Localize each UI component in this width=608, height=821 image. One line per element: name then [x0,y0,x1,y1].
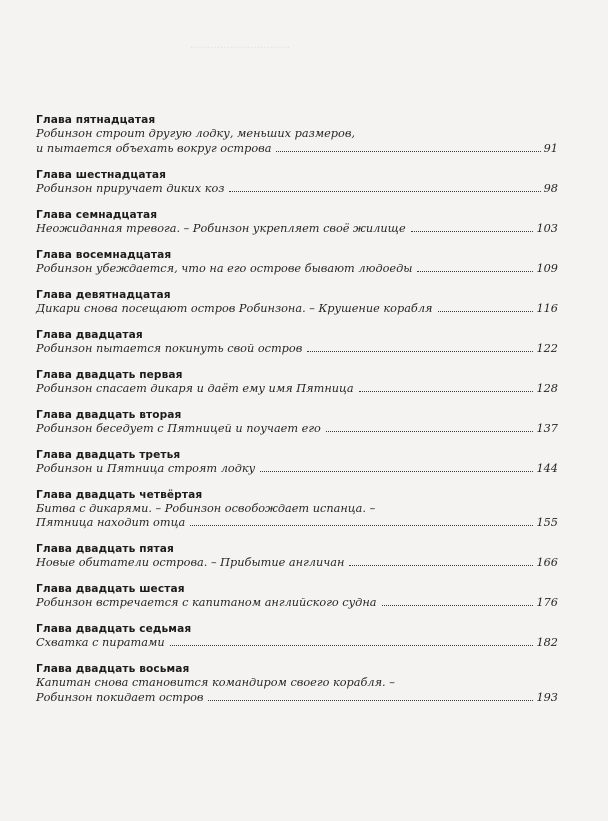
chapter-description-text: Робинзон встречается с капитаном английского судна [36,596,377,609]
chapter-description-line [36,636,558,651]
page-number: 144 [536,461,558,475]
chapter-title: Глава шестнадцатая [36,168,166,181]
page-number: 166 [536,556,558,569]
page-number: 98 [543,181,558,195]
dot-leader [307,351,533,352]
page-number: 116 [536,301,558,315]
chapter-title: Глава двадцать седьмая [36,623,192,635]
toc-entry [36,409,558,437]
chapter-description-text: Робинзон строит другую лодку, меньших размеров, [36,127,355,140]
dot-leader [417,271,533,272]
page-number: 193 [536,690,558,704]
chapter-description-text: Новые обитатели острова. – Прибытие англичан [36,556,345,569]
toc-entry [36,169,558,197]
chapter-description-text: Дикари снова посещают остров Робинзона. – Крушение корабля [36,301,433,315]
dot-leader [170,645,534,646]
chapter-description-line [36,422,558,437]
chapter-title: Глава двадцать шестая [36,583,185,595]
toc-entry [36,249,558,277]
dot-leader [208,700,533,701]
toc-entry [36,369,558,397]
dot-leader [359,391,534,392]
toc-entry [36,663,558,705]
chapter-description-line [36,676,558,691]
chapter-description-text: Робинзон спасает дикаря и даёт ему имя Пятница [36,381,354,395]
toc-entry [36,543,558,571]
toc-entry [36,329,558,357]
chapter-description-line [36,302,558,317]
chapter-description-text: Битва с дикарями. – Робинзон освобождает испанца. – [36,501,376,515]
chapter-description-text: Робинзон пытается покинуть свой остров [36,341,303,355]
chapter-description-line [36,342,558,357]
chapter-title: Глава двадцать пятая [36,543,174,555]
show-through-text: ‥‥‥‥‥‥‥‥‥‥‥‥‥‥‥ [190,40,291,51]
chapter-description-text: и пытается объехать вокруг острова [36,141,272,155]
chapter-title: Глава двадцать четвёртая [36,488,203,501]
table-of-contents [36,114,558,718]
chapter-title: Глава двадцатая [36,328,143,341]
toc-entry [36,623,558,651]
chapter-title: Глава двадцать третья [36,448,181,461]
chapter-title: Глава двадцать восьмая [36,663,190,675]
chapter-title: Глава пятнадцатая [36,114,156,126]
chapter-title: Глава двадцать первая [36,368,183,381]
chapter-description-text: Робинзон беседует с Пятницей и поучает его [36,421,321,435]
chapter-description-line [36,516,558,531]
chapter-description-text: Робинзон убеждается, что на его острове бывают людоеды [36,261,413,275]
toc-entry [36,114,558,156]
dot-leader [382,605,534,606]
chapter-title: Глава двадцать вторая [36,408,182,421]
page-number: 109 [536,261,558,275]
toc-entry [36,489,558,531]
dot-leader [349,565,533,566]
page-number: 176 [536,596,558,609]
chapter-description-line [36,142,558,157]
chapter-description-line [36,502,558,517]
page-number: 103 [536,221,558,235]
toc-entry [36,209,558,237]
chapter-title: Глава восемнадцатая [36,248,172,261]
chapter-title: Глава девятнадцатая [36,288,171,301]
toc-entry [36,289,558,317]
chapter-description-line [36,262,558,277]
chapter-description-text: Неожиданная тревога. – Робинзон укрепляет своё жилище [36,221,406,235]
page-number: 155 [536,516,558,529]
page-number: 137 [536,421,558,435]
chapter-description-text: Капитан снова становится командиром своего корабля. – [36,676,395,689]
chapter-description-text: Робинзон и Пятница строят лодку [36,461,256,475]
chapter-description-line [36,222,558,237]
chapter-title: Глава семнадцатая [36,208,158,221]
chapter-description-line [36,182,558,197]
dot-leader [229,191,540,192]
page-number: 128 [536,381,558,395]
dot-leader [276,151,540,152]
dot-leader [411,231,534,232]
chapter-description-text: Робинзон приручает диких коз [36,181,225,195]
page-number: 122 [536,341,558,355]
chapter-description-line [36,556,558,571]
chapter-description-line [36,382,558,397]
dot-leader [260,471,533,472]
chapter-description-text: Схватка с пиратами [36,636,165,649]
chapter-description-line [36,462,558,477]
chapter-description-text: Робинзон покидает остров [36,690,204,704]
chapter-description-line [36,596,558,611]
toc-entry [36,449,558,477]
chapter-description-line [36,127,558,142]
page-number: 91 [543,141,558,155]
chapter-description-line [36,691,558,706]
page-number: 182 [536,636,558,649]
dot-leader [190,525,533,526]
dot-leader [438,311,534,312]
toc-entry [36,583,558,611]
dot-leader [326,431,534,432]
chapter-description-text: Пятница находит отца [36,516,186,529]
